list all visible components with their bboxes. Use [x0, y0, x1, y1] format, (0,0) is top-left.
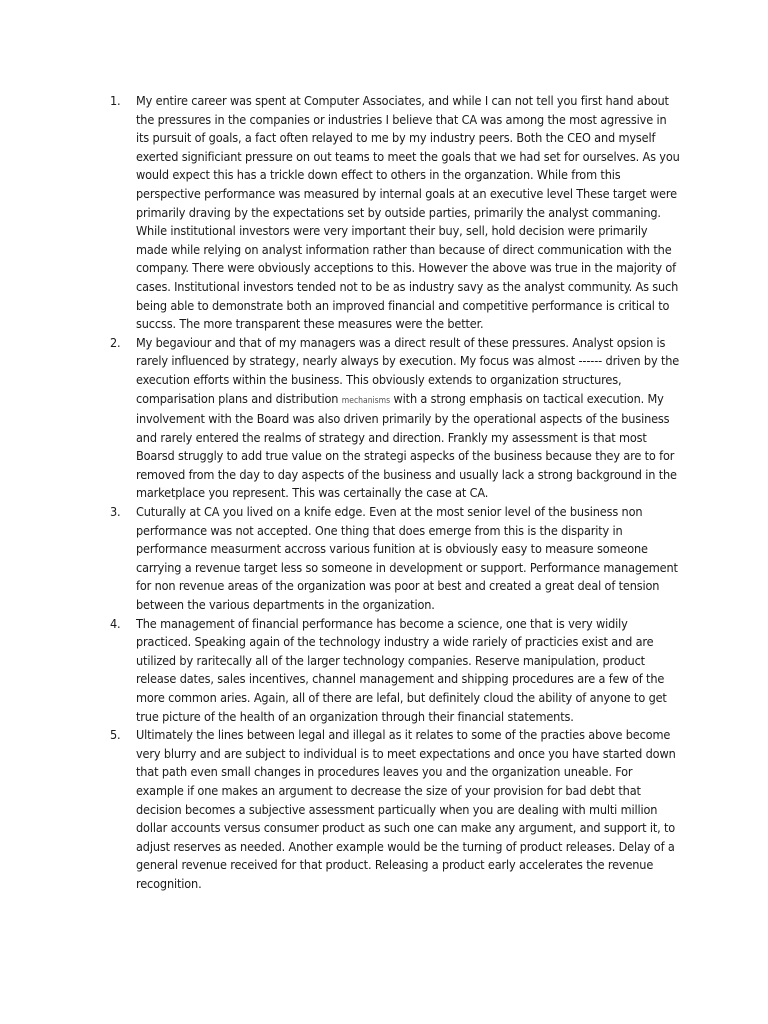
item-number: 2. — [110, 334, 121, 350]
item-number: 3. — [110, 504, 121, 520]
list-item-4 — [110, 615, 681, 727]
item-text: Cuturally at CA you lived on a knife edge. Even at the most senior level of the business non performance was not accepted. One thing that does emerge from this is the disparity in performance measurment accross various funition at is obviously easy to measure someone carrying a revenue target less so someone in development or support. Performance management for non revenue areas of the organization was poor at best and created a great deal of tension between the various departments in the organization. — [136, 504, 678, 613]
item-text: Ultimately the lines between legal and illegal as it relates to some of the practies above become very blurry and are subject to individual is to meet expectations and once you have started down that path even small changes in procedures leaves you and the organization uneable. For example if one makes an argument to decrease the size of your provision for bad debt that decision becomes a subjective assessment particually when you are dealing with multi million dollar accounts versus consumer product as such one can make any argument, and support it, to adjust reserves as needed. Another example would be the turning of product releases. Delay of a general revenue received for that product. Releasing a product early accelerates the revenue recognition. — [136, 727, 676, 891]
list-item-5 — [110, 726, 681, 893]
list-item-2 — [110, 334, 681, 503]
item-text: The management of financial performance has become a science, one that is very widily practiced. Speaking again of the technology industry a wide rariely of practicies exist and are utilized by raritecally all of the larger technology companies. Reserve manipulation, product release dates, sales incentives, channel management and shipping procedures are a few of the more common aries. Again, all of there are lefal, but definitely cloud the ability of anyone to get true picture of the health of an organization through their financial statements. — [136, 615, 667, 724]
item-text-part-1: My begaviour and that of my managers was a direct result of these pressures. Analyst opsion is rarely influenced by strategy, nearly always by execution. My focus was almost ------ driven by the execution efforts within the business. This obviously extends to organization structures, comparisation plans and distribution — [136, 334, 680, 406]
numbered-list — [110, 92, 681, 894]
inline-small-word: mechanisms — [341, 395, 391, 406]
item-number: 4. — [110, 615, 121, 631]
item-text: My entire career was spent at Computer Associates, and while I can not tell you first hand about the pressures in the companies or industries I believe that CA was among the most agressive in its pursuit of goals, a fact often relayed to me by my industry peers. Both the CEO and myself exerted significiant pressure on out teams to meet the goals that we had set for ourselves. As you would expect this has a trickle down effect to others in the organzation. While from this perspective performance was measured by internal goals at an executive level These target were primarily draving by the expectations set by outside parties, primarily the analyst commaning. While institutional investors were very important their buy, sell, hold decision were primarily made while relying on analyst information rather than because of direct communication with the company. There were obviously acceptions to this. However the above was true in the majority of cases. Institutional investors tended not to be as industry savy as the analyst community. As such being able to demonstrate both an improved financial and competitive performance is critical to succss. The more transparent these measures were the better. — [136, 93, 680, 332]
list-item-3 — [110, 503, 681, 615]
item-number: 5. — [110, 727, 121, 743]
list-item-1 — [110, 92, 681, 334]
item-text-part-2: with a strong emphasis on tactical execution. My involvement with the Board was also driven primarily by the operational aspects of the business and rarely entered the realms of strategy and direction. Frankly my assessment is that most Boarsd struggly to add true value on the strategi aspecks of the business because they are to for removed from the day to day aspects of the business and usually lack a strong background in the marketplace you represent. This was certainally the case at CA. — [136, 390, 677, 501]
item-number: 1. — [110, 93, 121, 108]
